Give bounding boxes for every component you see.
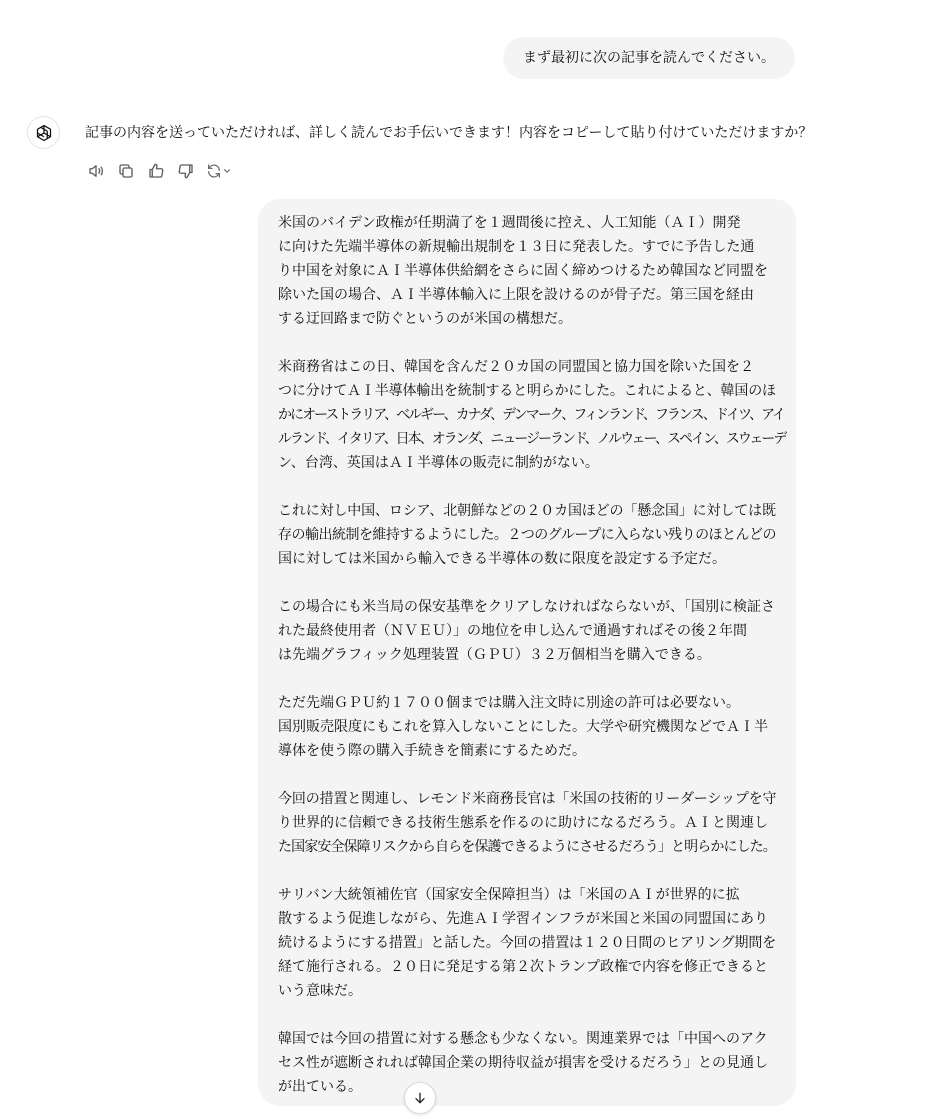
assistant-avatar	[27, 116, 60, 149]
article-paragraph: 米国のバイデン政権が任期満了を１週間後に控え、人工知能（ＡＩ）開発 に向けた先端半導体の新規輸出規制を１３日に発表した。すでに予告した通 り中国を対象にＡＩ半導体供給網をさらに固く締めつけるため韓国など同盟を 除いた国の場合、ＡＩ半導体輸入に上限を設けるのが骨子だ。第三国を経由 する迂回路まで防ぐというのが米国の構想だ。	[278, 215, 768, 327]
user-message-text: まず最初に次の記事を読んでください。	[523, 50, 775, 66]
assistant-message: 記事の内容を送っていただければ、詳しく読んでお手伝いできます！内容をコピーして貼り付けていただけますか？	[85, 125, 813, 141]
scroll-to-bottom-button[interactable]	[404, 1082, 436, 1114]
user-message-bubble	[503, 37, 795, 79]
copy-button[interactable]	[112, 157, 140, 185]
thumbs-up-button[interactable]	[142, 157, 170, 185]
article-paragraph: これに対し中国、ロシア、北朝鮮などの２０カ国ほどの「懸念国」に対しては既 存の輸出統制を維持するようにした。２つのグループに入らない残りのほとんどの 国に対しては米国から輸入できる半導体の数に限度を設定する予定だ。	[278, 503, 777, 567]
thumbs-down-icon	[177, 162, 195, 180]
article-paragraph: 米商務省はこの日、韓国を含んだ２０カ国の同盟国と協力国を除いた国を２ つに分けてＡＩ半導体輸出を統制すると明らかにした。これによると、韓国のほ かにオーストラリア、ベルギー、カナダ、デンマーク、フィンランド、フランス、ドイツ、アイ ルランド、イタリア、日本、オランダ、ニュージーランド、ノルウェー、スペイン、スウェーデ ン、台湾、英国はＡＩ半導体の販売に制約がない。	[278, 359, 786, 471]
article-paragraph: 今回の措置と関連し、レモンド米商務長官は「米国の技術的リーダーシップを守 り世界的に信頼できる技術生態系を作るのに助けになるだろう。ＡＩと関連し た国家安全保障リスクから自らを保護できるようにさせるだろう」と明らかにした。	[278, 791, 777, 855]
arrow-down-icon	[412, 1090, 428, 1106]
article-paragraph: この場合にも米当局の保安基準をクリアしなければならないが、「国別に検証さ れた最終使用者（ＮＶＥＵ）」の地位を申し込んで通過すればその後２年間 は先端グラフィック処理装置（ＧＰＵ）３２万個相当を購入できる。	[278, 599, 775, 663]
regenerate-button[interactable]	[202, 157, 236, 185]
article-paragraph: ただ先端ＧＰＵ約１７００個までは購入注文時に別途の許可は必要ない。 国別販売限度にもこれを算入しないことにした。大学や研究機関などでＡＩ半 導体を使う際の購入手続きを簡素にするためだ。	[278, 695, 768, 759]
article-paragraph: サリバン大統領補佐官（国家安全保障担当）は「米国のＡＩが世界的に拡 散するよう促進しながら、先進ＡＩ学習インフラが米国と米国の同盟国にあり 続けるようにする措置」と話した。今回の措置は１２０日間のヒアリング期間を 経て施行される。２０日に発足する第２次トランプ政権で内容を修正できると いう意味だ。	[278, 887, 777, 999]
user-article-bubble	[258, 199, 796, 1106]
openai-logo-icon	[34, 123, 54, 143]
copy-icon	[117, 162, 135, 180]
regenerate-icon	[206, 163, 222, 179]
speaker-icon	[87, 162, 105, 180]
read-aloud-button[interactable]	[82, 157, 110, 185]
chevron-down-icon	[222, 166, 232, 176]
article-paragraph: 韓国では今回の措置に対する懸念も少なくない。関連業界では「中国へのアク セス性が遮断されれば韓国企業の期待収益が損害を受けるだろう」との見通し が出ている。	[278, 1031, 768, 1095]
assistant-action-bar	[82, 157, 236, 185]
thumbs-up-icon	[147, 162, 165, 180]
thumbs-down-button[interactable]	[172, 157, 200, 185]
